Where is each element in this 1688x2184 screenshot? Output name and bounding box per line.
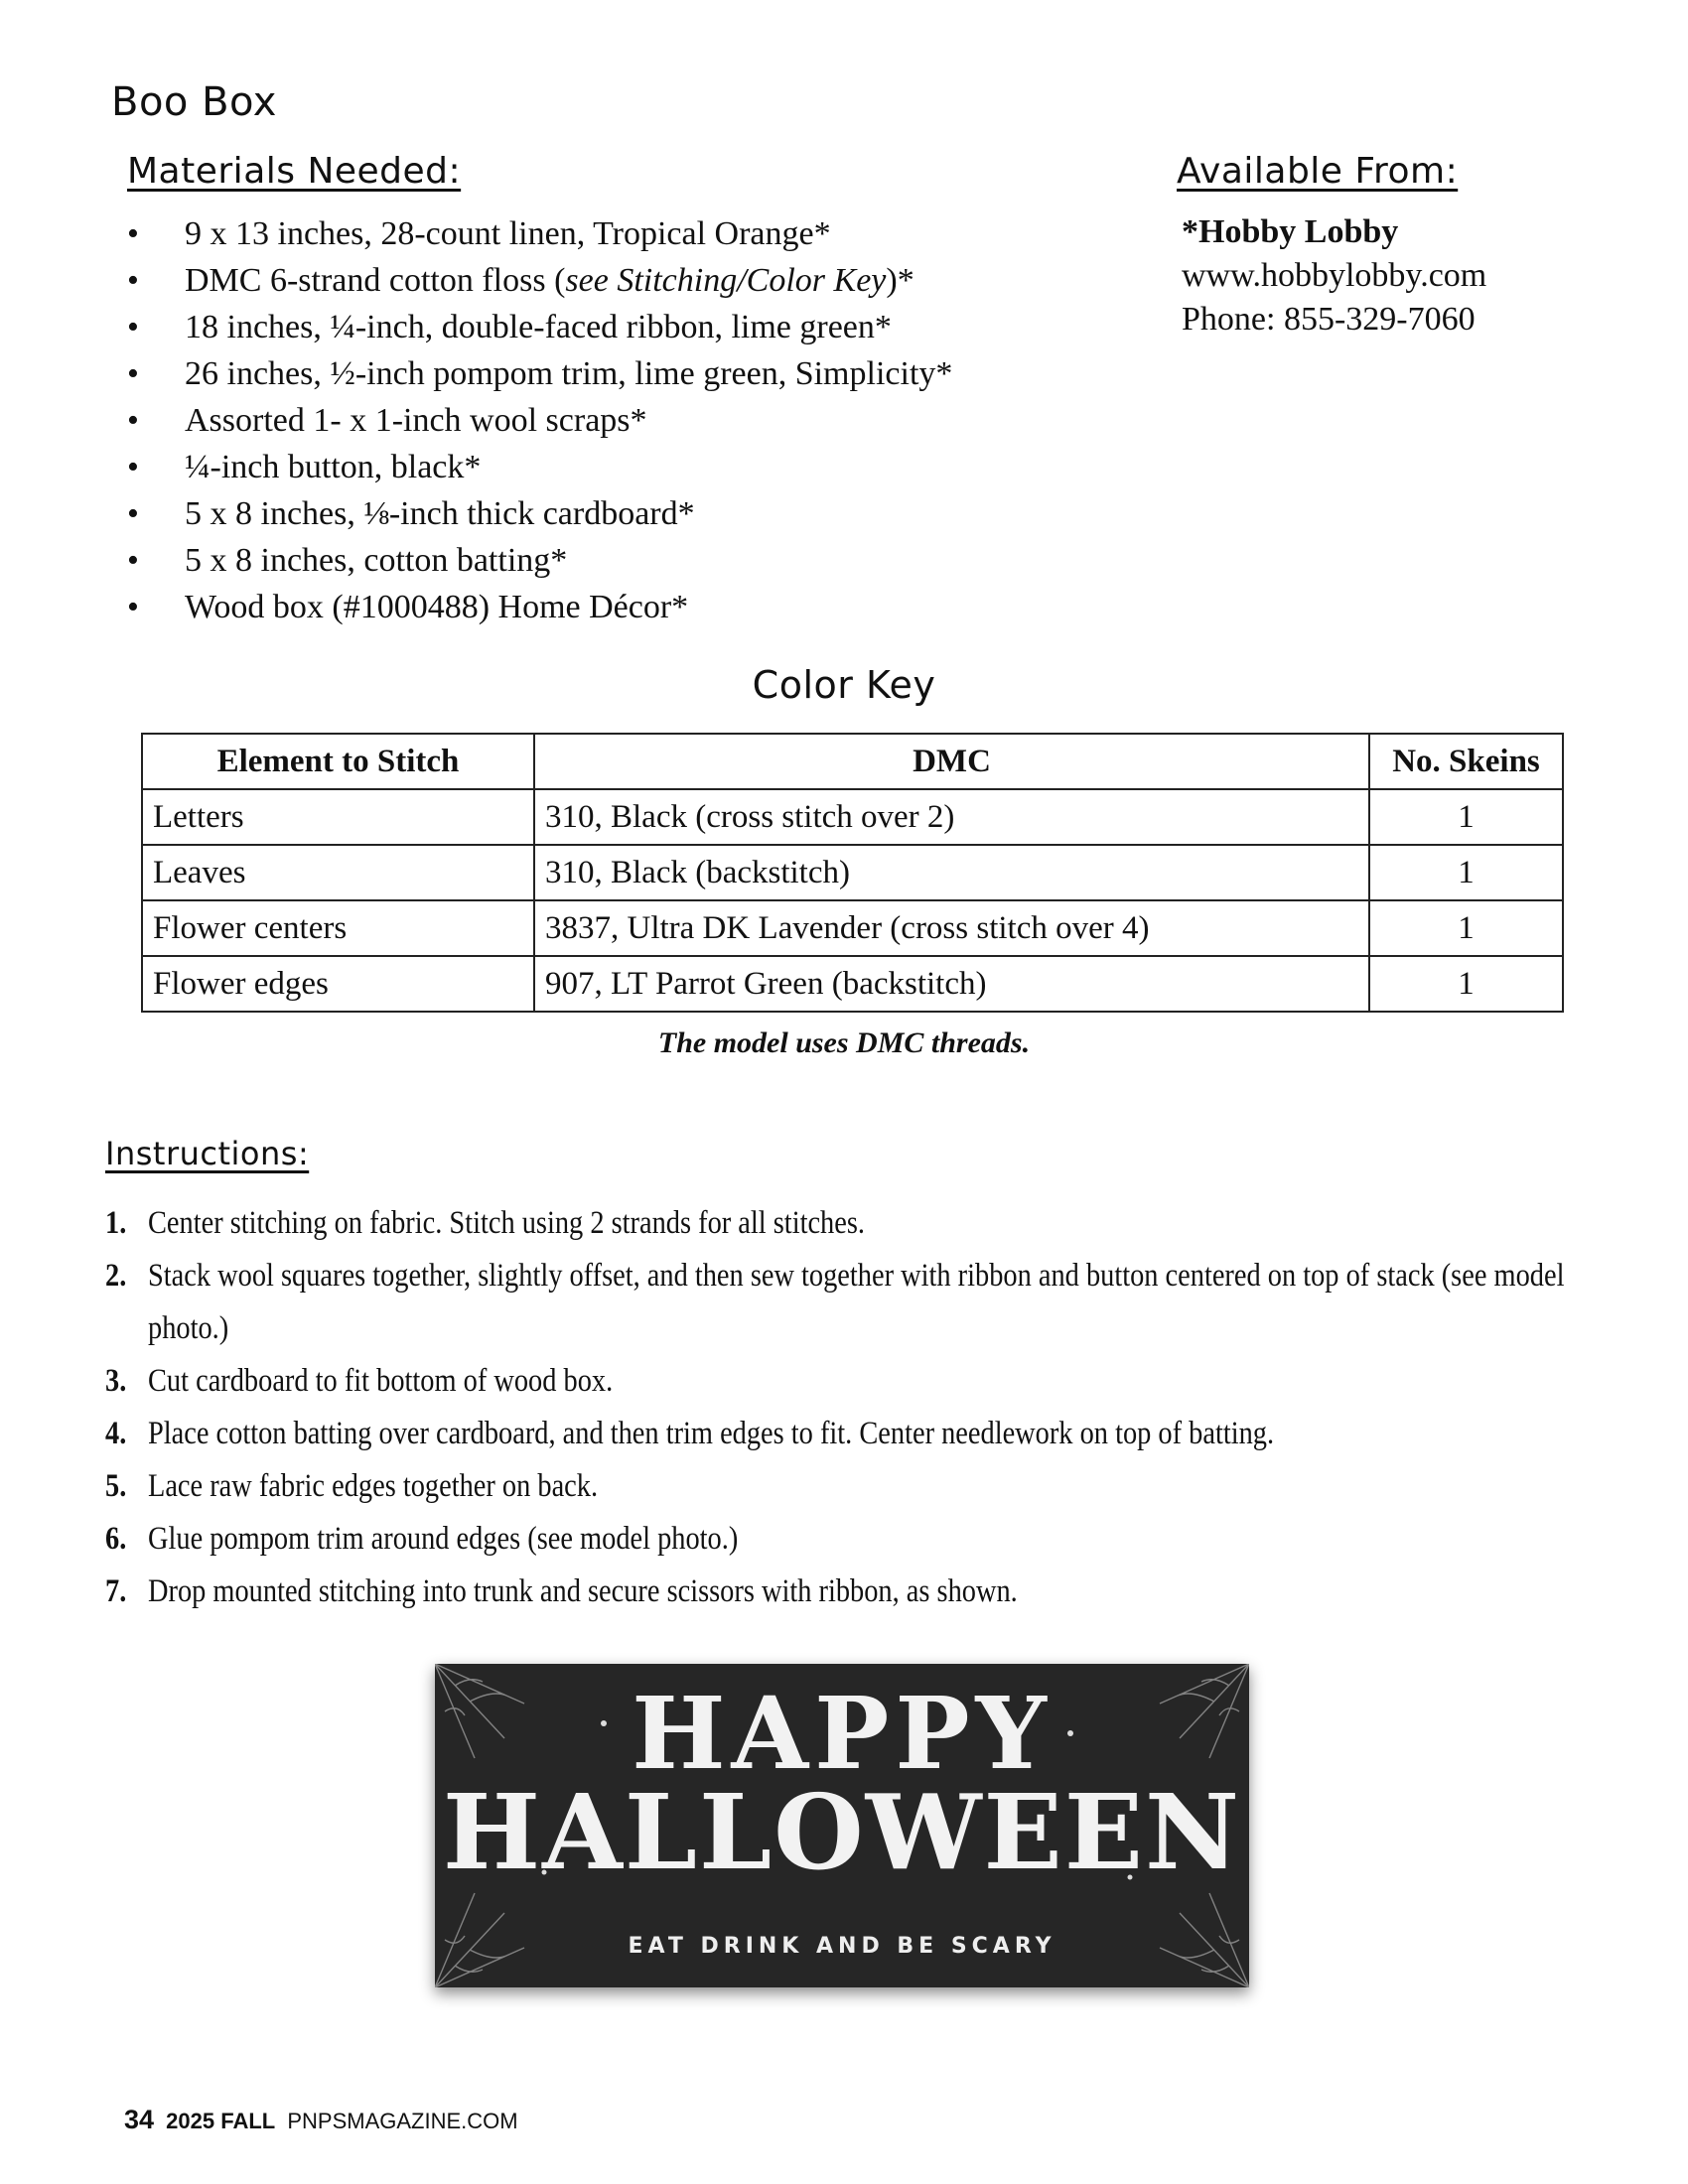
step-text: Cut cardboard to fit bottom of wood box. xyxy=(148,1363,614,1399)
table-row xyxy=(142,845,1563,900)
instructions-heading: Instructions: xyxy=(105,1135,310,1172)
step-number: 6. xyxy=(105,1521,127,1557)
table-cell: 1 xyxy=(1369,789,1563,845)
color-key-heading: Color Key xyxy=(752,663,936,707)
list-item: • 5 x 8 inches, cotton batting* xyxy=(127,537,952,584)
table-cell: Letters xyxy=(142,789,534,845)
table-cell: Flower edges xyxy=(142,956,534,1012)
available-block xyxy=(1182,210,1486,341)
instructions-list xyxy=(105,1197,1617,1618)
list-item: • 5 x 8 inches, ⅛-inch thick cardboard* xyxy=(127,490,952,537)
table-cell: 310, Black (backstitch) xyxy=(534,845,1369,900)
store-phone: Phone: 855-329-7060 xyxy=(1182,301,1476,338)
list-item: • ¼-inch button, black* xyxy=(127,444,952,490)
page-footer xyxy=(124,2105,518,2135)
table-cell: 310, Black (cross stitch over 2) xyxy=(534,789,1369,845)
step-text: Place cotton batting over cardboard, and then trim edges to fit. Center needlework on top of batting. xyxy=(148,1416,1275,1451)
table-cell: Leaves xyxy=(142,845,534,900)
store-url: www.hobbylobby.com xyxy=(1182,257,1487,294)
column-header: Element to Stitch xyxy=(142,734,534,789)
step-text: Center stitching on fabric. Stitch using 2 strands for all stitches. xyxy=(148,1205,865,1241)
step-number: 4. xyxy=(105,1416,127,1451)
table-header-row xyxy=(142,734,1563,789)
sign-tagline: EAT DRINK AND BE SCARY xyxy=(628,1934,1056,1959)
step-number: 1. xyxy=(105,1205,127,1241)
table-cell: Flower centers xyxy=(142,900,534,956)
happy-halloween-sign-image xyxy=(435,1664,1249,1987)
instruction-step xyxy=(105,1408,1617,1460)
instruction-step xyxy=(105,1566,1617,1618)
table-note: The model uses DMC threads. xyxy=(657,1026,1031,1059)
sign-halloween-text: HALLOWEEN xyxy=(442,1771,1242,1893)
instruction-step xyxy=(105,1355,1617,1408)
table-cell: 907, LT Parrot Green (backstitch) xyxy=(534,956,1369,1012)
color-key-table xyxy=(141,733,1564,1013)
list-item-text: DMC 6-strand cotton floss (see Stitching/Color Key)* xyxy=(185,262,914,299)
list-item xyxy=(127,257,952,304)
column-header: No. Skeins xyxy=(1369,734,1563,789)
table-row xyxy=(142,900,1563,956)
instruction-step xyxy=(105,1197,1617,1250)
instruction-step xyxy=(105,1250,1617,1355)
step-text: Stack wool squares together, slightly offset, and then sew together with ribbon and button centered on top of stack (see model photo.) xyxy=(148,1258,1565,1346)
step-text: Glue pompom trim around edges (see model photo.) xyxy=(148,1521,739,1557)
available-heading: Available From: xyxy=(1177,151,1459,192)
table-row xyxy=(142,789,1563,845)
instruction-step xyxy=(105,1513,1617,1566)
page-title: Boo Box xyxy=(111,79,277,125)
store-name: *Hobby Lobby xyxy=(1182,213,1399,250)
list-item: • Wood box (#1000488) Home Décor* xyxy=(127,584,952,630)
list-item: • 18 inches, ¼-inch, double-faced ribbon, lime green* xyxy=(127,304,952,350)
table-cell: 1 xyxy=(1369,845,1563,900)
step-number: 5. xyxy=(105,1468,127,1504)
list-item: • Assorted 1- x 1-inch wool scraps* xyxy=(127,397,952,444)
instruction-step xyxy=(105,1460,1617,1513)
table-cell: 3837, Ultra DK Lavender (cross stitch over 4) xyxy=(534,900,1369,956)
step-number: 3. xyxy=(105,1363,127,1399)
issue-label: 2025 FALL xyxy=(166,2109,276,2133)
table-row xyxy=(142,956,1563,1012)
table-cell: 1 xyxy=(1369,900,1563,956)
list-item: • 26 inches, ½-inch pompom trim, lime green, Simplicity* xyxy=(127,350,952,397)
column-header: DMC xyxy=(534,734,1369,789)
materials-list xyxy=(127,210,952,630)
step-text: Drop mounted stitching into trunk and secure scissors with ribbon, as shown. xyxy=(148,1573,1018,1609)
list-item: • 9 x 13 inches, 28-count linen, Tropical Orange* xyxy=(127,210,952,257)
step-number: 7. xyxy=(105,1573,127,1609)
site-label: PNPSMAGAZINE.COM xyxy=(287,2109,518,2133)
page-number: 34 xyxy=(124,2105,155,2134)
table-cell: 1 xyxy=(1369,956,1563,1012)
step-number: 2. xyxy=(105,1258,127,1294)
materials-heading: Materials Needed: xyxy=(127,151,462,192)
sign-happy-text: HAPPY xyxy=(632,1675,1053,1792)
step-text: Lace raw fabric edges together on back. xyxy=(148,1468,599,1504)
